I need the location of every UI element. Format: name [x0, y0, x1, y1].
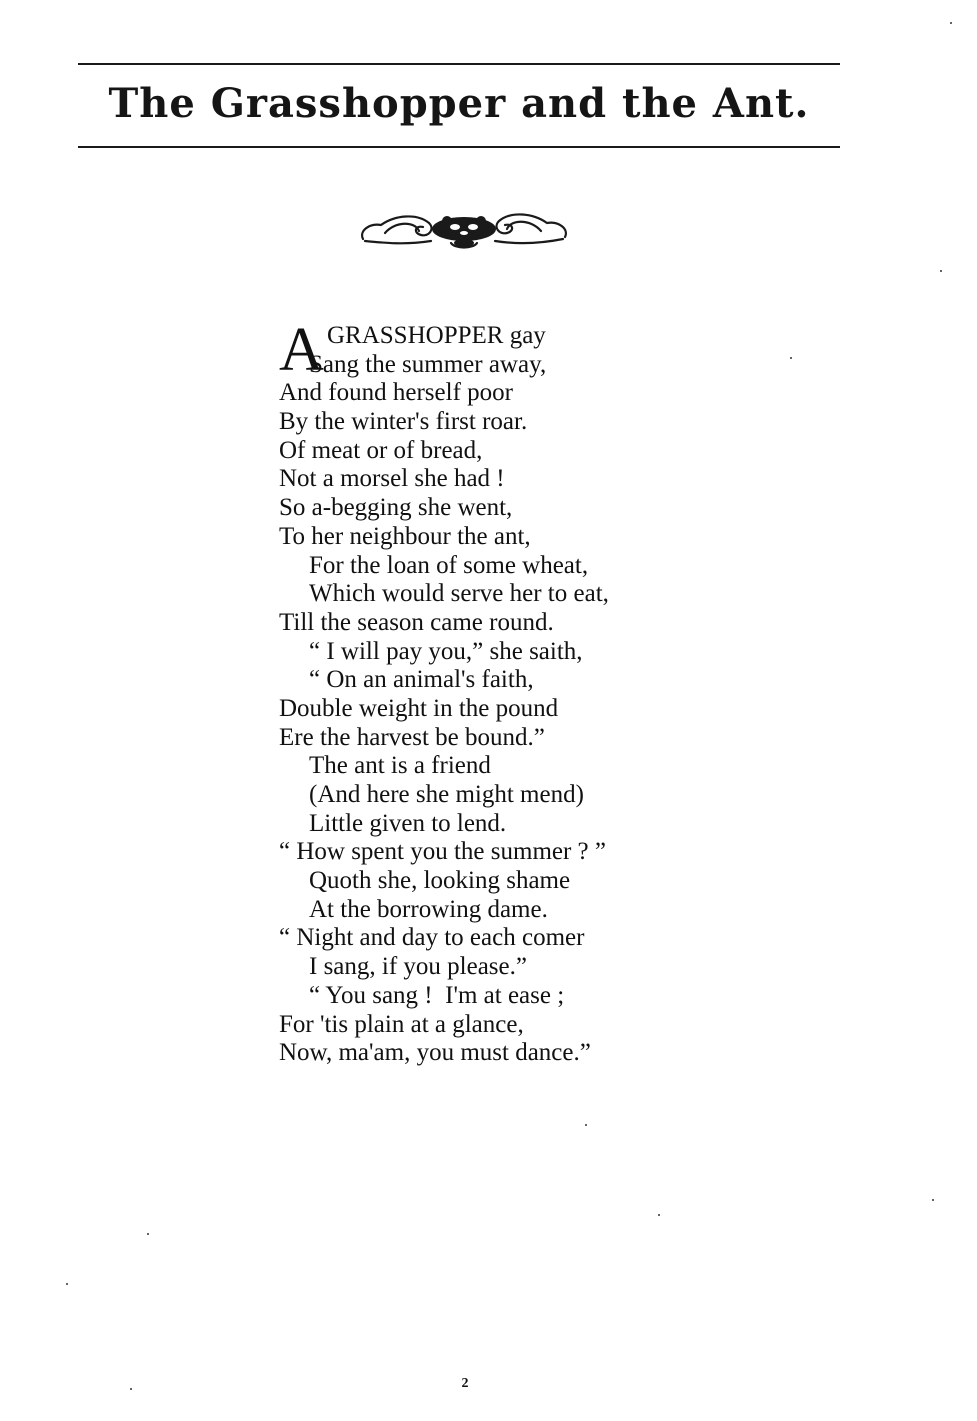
- poem-line: “ Night and day to each comer: [279, 924, 585, 952]
- poem-line: By the winter's first roar.: [279, 408, 528, 436]
- bottom-rule: [78, 146, 840, 148]
- poem-line: For 'tis plain at a glance,: [279, 1010, 524, 1038]
- poem-first-line-text: GRASSHOPPER gay: [327, 322, 546, 349]
- poem-line: Till the season came round.: [279, 608, 554, 636]
- print-speck: [940, 270, 942, 272]
- print-speck: [950, 22, 952, 24]
- poem-line: And found herself poor: [279, 379, 513, 407]
- poem-line: I sang, if you please.”: [309, 953, 527, 981]
- poem-line: So a-begging she went,: [279, 494, 513, 522]
- poem-line: The ant is a friend: [309, 752, 491, 780]
- page-number: 2: [461, 1376, 469, 1391]
- poem-line: To her neighbour the ant,: [279, 522, 531, 550]
- print-speck: [147, 1233, 149, 1235]
- poem-line: Sang the summer away,: [309, 350, 547, 378]
- poem-line: For the loan of some wheat,: [309, 551, 589, 579]
- top-rule: [78, 63, 840, 65]
- print-speck: [790, 357, 792, 359]
- poem-line: “ On an animal's faith,: [309, 666, 534, 694]
- poem-line: “ How spent you the summer ? ”: [279, 838, 607, 866]
- print-speck: [66, 1283, 68, 1285]
- poem-line: Ere the harvest be bound.”: [279, 723, 545, 751]
- drop-cap: A: [279, 316, 324, 384]
- poem-line: Little given to lend.: [309, 809, 507, 837]
- page-title: The Grasshopper and the Ant.: [108, 80, 810, 127]
- poem-line: At the borrowing dame.: [309, 895, 548, 923]
- poem-line: “ I will pay you,” she saith,: [309, 637, 583, 665]
- poem-line: (And here she might mend): [309, 781, 584, 808]
- poem-lines: [279, 351, 699, 1068]
- poem-line: Not a morsel she had !: [279, 465, 505, 493]
- poem-line: Now, ma'am, you must dance.”: [279, 1039, 591, 1067]
- poem-line: Of meat or of bread,: [279, 436, 483, 464]
- print-speck: [658, 1214, 660, 1216]
- scroll-flourish-ornament-icon: [355, 203, 573, 253]
- poem-line: Which would serve her to eat,: [309, 580, 609, 608]
- print-speck: [932, 1199, 934, 1201]
- poem-line: “ You sang ! I'm at ease ;: [309, 981, 565, 1009]
- print-speck: [130, 1388, 132, 1390]
- poem-line: Quoth she, looking shame: [309, 867, 571, 895]
- print-speck: [585, 1124, 587, 1126]
- poem-line: Double weight in the pound: [279, 694, 559, 722]
- poem: [279, 316, 699, 1068]
